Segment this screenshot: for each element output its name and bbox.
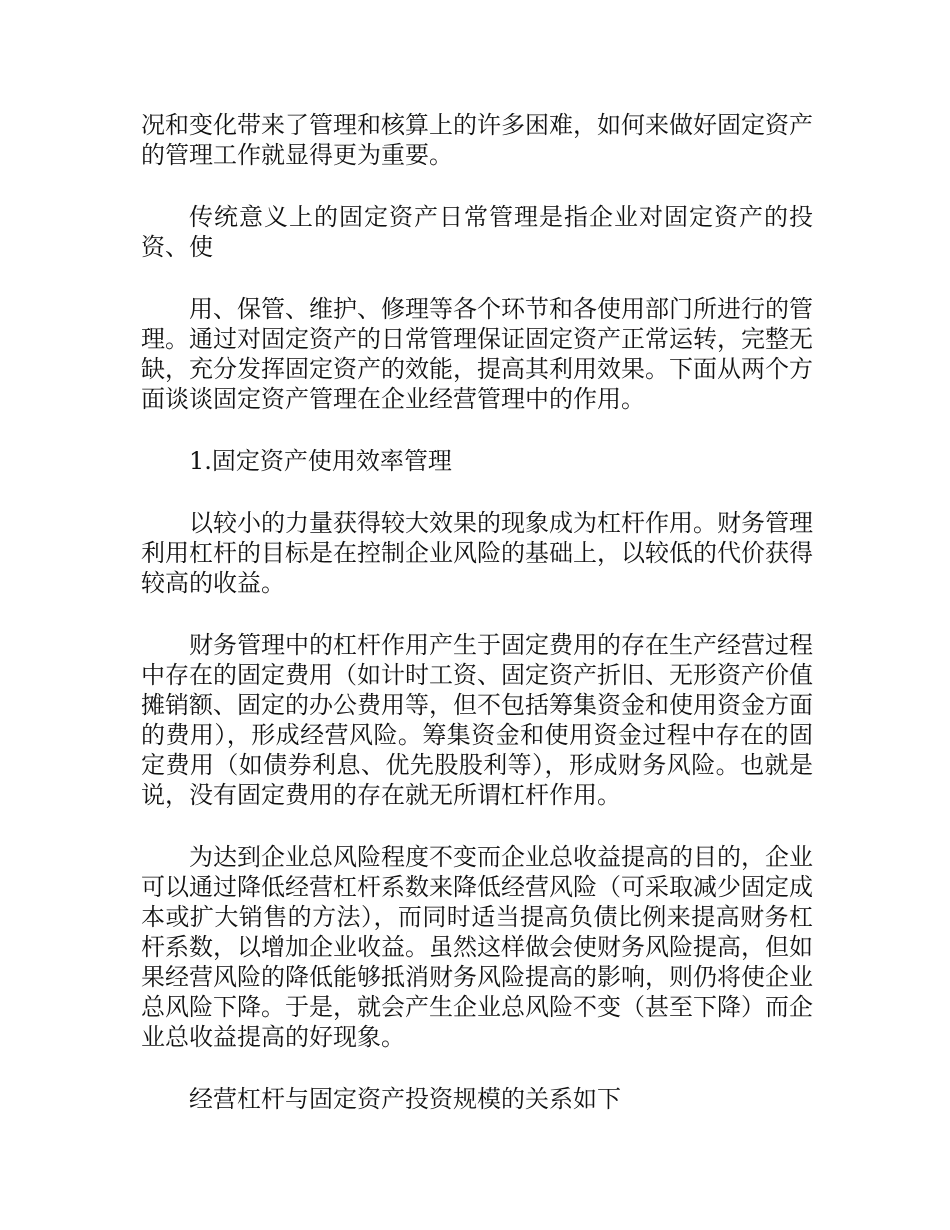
paragraph-1: 况和变化带来了管理和核算上的许多困难，如何来做好固定资产的管理工作就显得更为重要。 <box>141 111 813 169</box>
paragraph-6: 财务管理中的杠杆作用产生于固定费用的存在生产经营过程中存在的固定费用（如计时工资、固定资产折旧、无形资产价值摊销额、固定的办公费用等，但不包括筹集资金和使用资金方面的费用），形成经营风险。筹集资金和使用资金过程中存在的固定费用（如债券利息、优先股股利等），形成财务风险。也就是说，没有固定费用的存在就无所谓杠杆作用。 <box>141 631 813 809</box>
paragraph-8: 经营杠杆与固定资产投资规模的关系如下 <box>189 1085 621 1113</box>
paragraph-7: 为达到企业总风险程度不变而企业总收益提高的目的，企业可以通过降低经营杠杆系数来降低经营风险（可采取减少固定成本或扩大销售的方法），而同时适当提高负债比例来提高财务杠杆系数，以增加企业收益。虽然这样做会使财务风险提高，但如果经营风险的降低能够抵消财务风险提高的影响，则仍将使企业总风险下降。于是，就会产生企业总风险不变（甚至下降）而企业总收益提高的好现象。 <box>141 843 813 1051</box>
section-heading: 1.固定资产使用效率管理 <box>189 447 452 475</box>
paragraph-5: 以较小的力量获得较大效果的现象成为杠杆作用。财务管理利用杠杆的目标是在控制企业风险的基础上，以较低的代价获得较高的收益。 <box>141 509 813 597</box>
paragraph-2: 传统意义上的固定资产日常管理是指企业对固定资产的投资、使 <box>141 203 813 261</box>
document-page <box>141 110 813 1114</box>
paragraph-3: 用、保管、维护、修理等各个环节和各使用部门所进行的管理。通过对固定资产的日常管理保证固定资产正常运转，完整无缺，充分发挥固定资产的效能，提高其利用效果。下面从两个方面谈谈固定资产管理在企业经营管理中的作用。 <box>141 295 813 413</box>
